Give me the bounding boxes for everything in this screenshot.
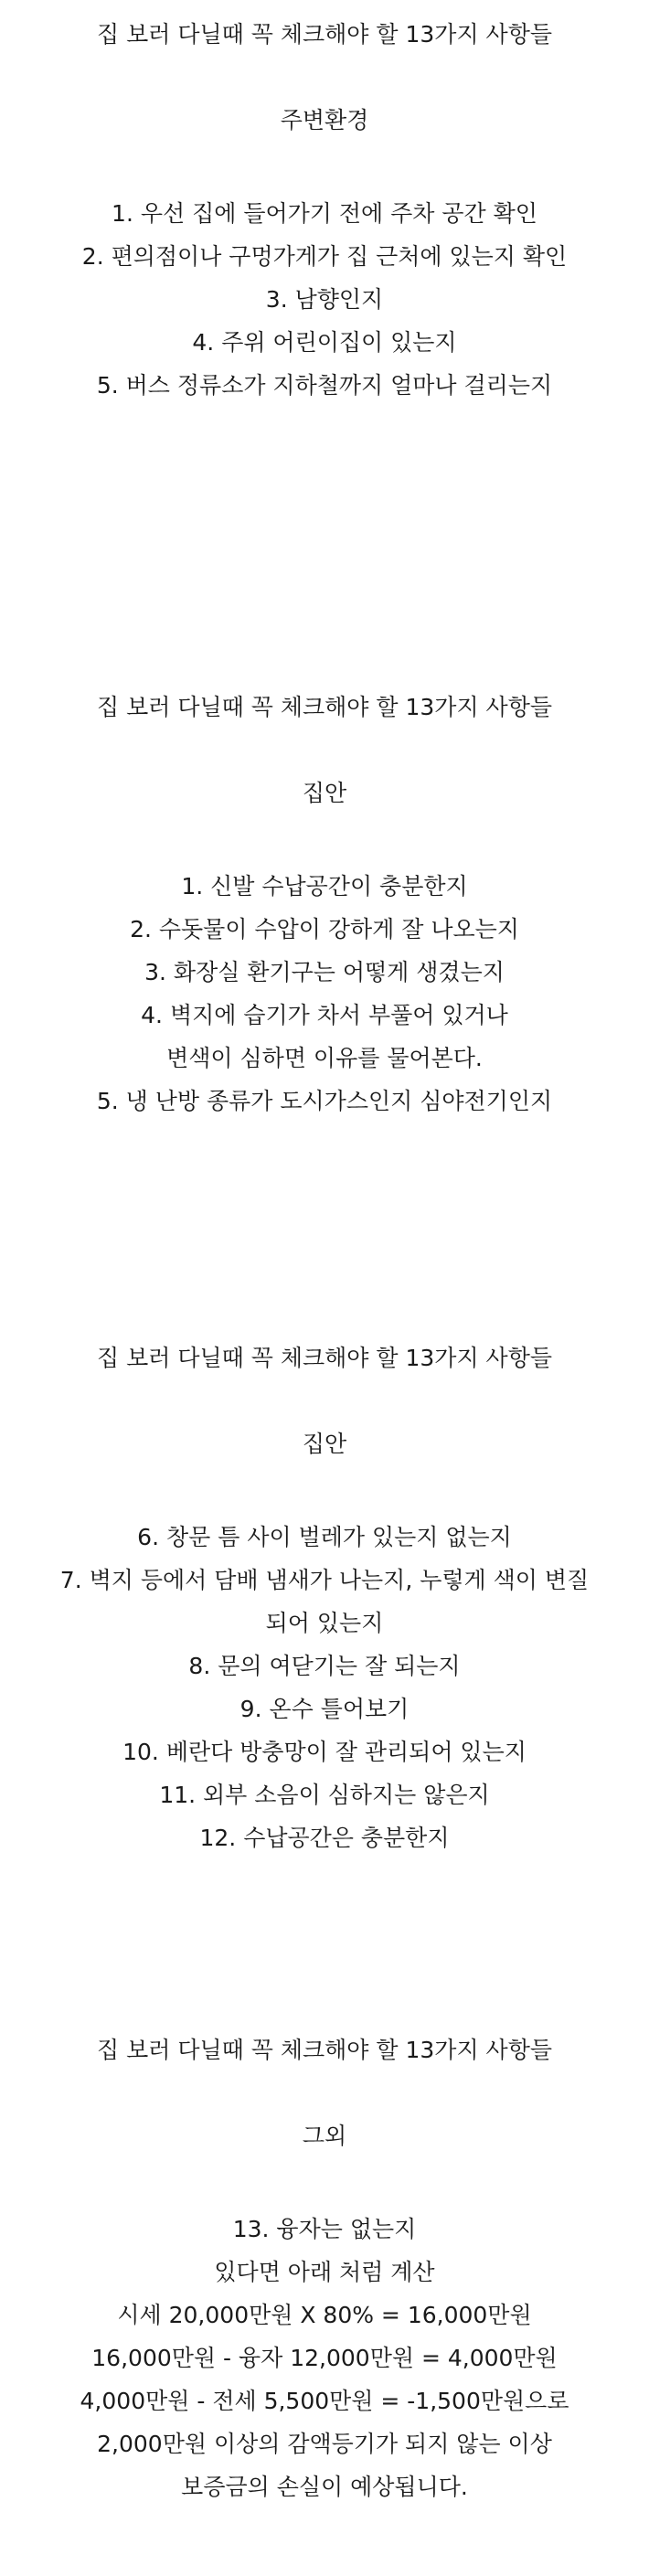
section-title: 집 보러 다닐때 꼭 체크해야 할 13가지 사항들: [97, 1345, 552, 1371]
checklist-item-continuation: 되어 있는지: [265, 1610, 384, 1636]
section-title: 집 보러 다닐때 꼭 체크해야 할 13가지 사항들: [97, 2037, 552, 2063]
checklist: [0, 1516, 649, 1859]
section-interior-2: [0, 1344, 649, 1859]
checklist-item-continuation: 변색이 심하면 이유를 물어본다.: [166, 1045, 483, 1071]
section-other: [0, 2036, 649, 2508]
section-title: 집 보러 다닐때 꼭 체크해야 할 13가지 사항들: [97, 694, 552, 720]
section-heading: 주변환경: [280, 107, 369, 133]
calculation-line: 16,000만원 - 융자 12,000만원 = 4,000만원: [91, 2345, 558, 2371]
checklist-item: 5. 버스 정류소가 지하철까지 얼마나 걸리는지: [96, 372, 553, 399]
checklist-item: 7. 벽지 등에서 담배 냄새가 나는지, 누렇게 색이 변질: [59, 1567, 590, 1593]
calculation-line: 시세 20,000만원 X 80% = 16,000만원: [117, 2302, 532, 2328]
checklist-item: 13. 융자는 없는지: [232, 2216, 417, 2242]
section-heading: 그외: [302, 2123, 347, 2149]
section-interior-1: [0, 693, 649, 1123]
checklist-item: 4. 주위 어린이집이 있는지: [192, 329, 457, 356]
calculation-line: 2,000만원 이상의 감액등기가 되지 않는 이상: [97, 2431, 552, 2457]
checklist: [0, 2208, 649, 2508]
calculation-line: 있다면 아래 처럼 계산: [214, 2259, 435, 2285]
section-heading: 집안: [302, 1431, 347, 1457]
checklist-item: 1. 신발 수납공간이 충분한지: [181, 873, 468, 899]
checklist-item: 10. 베란다 방충망이 잘 관리되어 있는지: [122, 1739, 527, 1765]
checklist-item: 4. 벽지에 습기가 차서 부풀어 있거나: [141, 1002, 508, 1028]
calculation-line: 보증금의 손실이 예상됩니다.: [181, 2474, 468, 2500]
checklist-item: 2. 수돗물이 수압이 강하게 잘 나오는지: [130, 916, 519, 942]
checklist-item: 3. 화장실 환기구는 어떻게 생겼는지: [144, 959, 505, 985]
checklist-item: 3. 남향인지: [265, 286, 384, 313]
section-heading: 집안: [302, 780, 347, 806]
calculation-line: 4,000만원 - 전세 5,500만원 = -1,500만원으로: [80, 2388, 569, 2414]
checklist-item: 8. 문의 여닫기는 잘 되는지: [188, 1653, 461, 1679]
checklist: [0, 192, 649, 407]
checklist-item: 5. 냉 난방 종류가 도시가스인지 심야전기인지: [96, 1088, 553, 1114]
checklist: [0, 865, 649, 1123]
checklist-item: 11. 외부 소음이 심하지는 않은지: [159, 1782, 490, 1808]
checklist-item: 6. 창문 틈 사이 벌레가 있는지 없는지: [137, 1524, 512, 1550]
section-title: 집 보러 다닐때 꼭 체크해야 할 13가지 사항들: [97, 21, 552, 48]
checklist-item: 9. 온수 틀어보기: [239, 1696, 410, 1722]
checklist-item: 12. 수납공간은 충분한지: [199, 1825, 450, 1851]
checklist-item: 2. 편의점이나 구멍가게가 집 근처에 있는지 확인: [81, 243, 568, 270]
section-surroundings: [0, 20, 649, 407]
checklist-item: 1. 우선 집에 들어가기 전에 주차 공간 확인: [112, 200, 537, 227]
